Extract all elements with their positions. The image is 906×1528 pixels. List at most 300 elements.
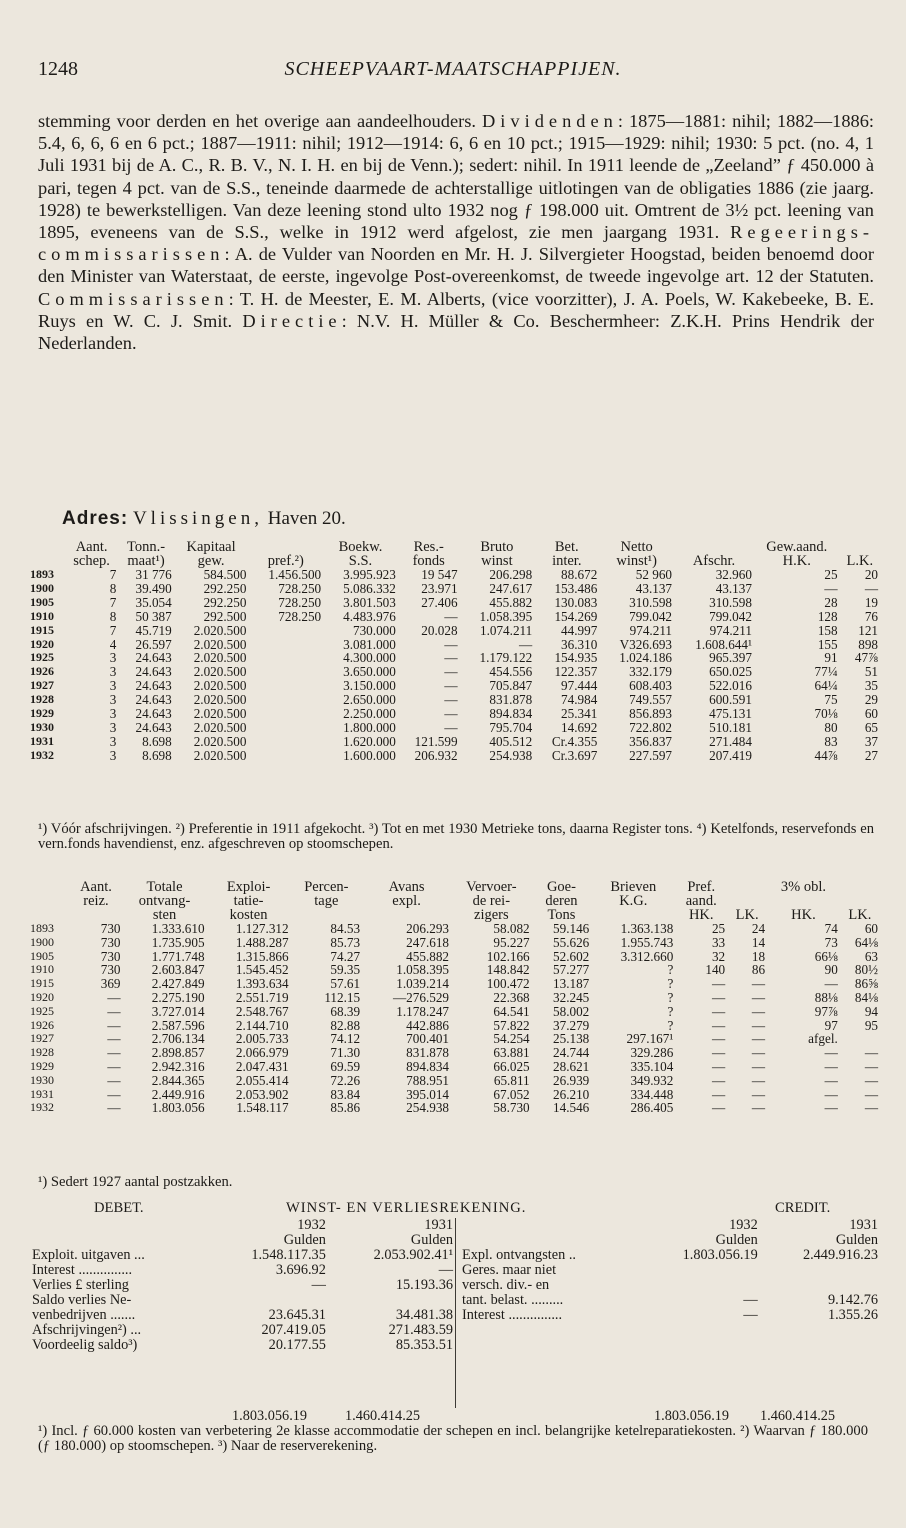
ledger-label: Interest ............... [32,1262,133,1278]
table-cell: 650.025 [709,664,752,680]
amount-1932 [639,1278,759,1293]
table-cell: 74 [824,921,838,936]
amount-1931: 85.353.51 [395,1337,453,1353]
table-cell: Cr.4.355 [551,733,598,749]
table-cell: 3 [109,719,117,735]
table-cell: 2.020.500 [193,664,247,680]
table-cell: 23.971 [421,580,458,596]
table-cell: 65.811 [493,1072,530,1088]
table-cell: V326.693 [619,636,673,652]
row-year: 1910 [30,962,54,977]
table-row [28,679,880,693]
table-cell: 47⅞ [854,650,878,666]
table-cell: 728.250 [278,594,322,610]
table-cell: 32.960 [715,567,752,582]
table-cell: 1.178.247 [396,1003,450,1019]
table-cell: — [824,1058,838,1074]
column-header: sten [152,907,177,923]
column-header: winst [481,553,513,569]
column-header: winst¹) [616,553,657,569]
table-row [28,665,880,679]
table-cell: 2.250.000 [343,706,396,722]
table-cell: Cr.3.697 [551,747,598,763]
table-cell: — [107,1072,121,1088]
table-cell: 64.541 [493,1003,530,1019]
table-cell: 7 [109,594,117,610]
table-cell: 898 [858,636,878,652]
table-cell: 86 [751,962,766,978]
table-cell: 36.310 [561,636,598,652]
table-cell: 335.104 [630,1058,674,1074]
column-header [591,908,675,922]
column-header [28,880,69,894]
table-cell: 35 [864,678,878,694]
table-cell: 310.598 [629,594,673,610]
table-cell: 24.744 [553,1045,590,1061]
table-cell: 1.179.122 [479,650,533,666]
table-cell: 2.275.190 [151,989,205,1005]
table-cell: 94 [864,1003,878,1019]
table-cell: 26.597 [135,636,172,652]
column-header: Avans [388,879,425,895]
table-cell: 1.800.000 [343,719,396,735]
row-year: 1900 [30,934,54,949]
table-cell: 3.650.000 [343,664,396,680]
table-cell: 1.620.000 [343,733,396,749]
table-cell: 97⅞ [814,1003,838,1019]
body-paragraph [38,110,874,354]
table-cell: — [711,989,726,1005]
table-cell: — [711,1100,726,1116]
column-header [291,908,363,922]
total-credit-1932: 1.803.056.19 [654,1408,730,1424]
table-cell: 1.600.000 [343,747,396,763]
table-cell [248,638,323,652]
table-row [28,1074,880,1088]
table-cell: 24.643 [135,678,172,694]
table-cell: — [107,1100,121,1116]
row-year: 1926 [30,1017,54,1032]
regeerings-label: Regeerings-commissarissen [38,222,874,265]
table-cell: 894.834 [406,1058,450,1074]
table-cell: 60 [864,706,878,722]
column-header [28,540,65,554]
table-cell: 600.591 [709,692,752,708]
table-cell [248,707,323,721]
table-cell: 3.081.000 [343,636,396,652]
amount-1931: 2.449.916.23 [802,1247,878,1263]
table-cell: 788.951 [406,1072,450,1088]
column-header: LK. [848,907,872,923]
amount-1932 [208,1293,328,1308]
table-cell: — [824,1072,838,1088]
amount-1931: 34.481.38 [395,1307,453,1323]
column-divider [455,1218,456,1408]
table-cell: 80 [824,719,838,735]
table-cell: 247.618 [406,934,450,950]
table-cell: 72.26 [330,1072,361,1088]
table-cell: 158 [817,622,838,638]
table-cell: 57.61 [330,976,361,992]
row-year: 1927 [30,678,54,693]
amount-1932: 1.548.117.35 [251,1247,326,1263]
table-cell: 50 387 [135,608,172,624]
table-cell: 8.698 [142,733,172,749]
year-1931: 1931 [424,1217,453,1233]
table-cell: 2.603.847 [151,962,205,978]
table-cell: 32.245 [553,989,590,1005]
table-cell: 722.802 [629,719,673,735]
amount-1931: — [438,1262,453,1278]
table-cell: 66⅛ [814,948,838,964]
amount-1932: — [743,1307,758,1323]
row-year: 1931 [30,1086,54,1101]
column-header [248,540,323,554]
table-cell: 965.397 [709,650,752,666]
table-cell: 2.053.902 [235,1086,289,1102]
table-row [28,624,880,638]
table-cell: 271.484 [709,733,752,749]
table-cell [248,624,323,638]
table-cell: 154.269 [554,608,598,624]
table-cell: 728.250 [278,580,322,596]
directie-label: Directie [242,310,342,331]
table-cell: 51 [864,664,878,680]
column-header: expl. [392,893,421,909]
table-cell: 730 [100,934,121,950]
table-cell: 4 [109,636,117,652]
row-year: 1930 [30,719,54,734]
text-run: stemming voor derden en het overige aan aandeelhouders. [38,111,483,131]
fleet-finance-table [28,540,880,763]
table-cell: 831.878 [406,1045,450,1061]
table-cell: 155 [817,636,838,652]
table-row [28,638,880,652]
table-row [28,651,880,665]
table-cell: — [824,580,838,596]
ledger-label: Afschrijvingen²) ... [32,1322,142,1338]
column-header [840,540,880,554]
credit-label: CREDIT. [775,1200,831,1216]
row-year: 1915 [30,622,54,637]
table-cell: 442.886 [406,1017,450,1033]
table-cell: 25.341 [561,706,598,722]
table-cell: 32 [711,948,726,964]
table-cell: 74.27 [330,948,361,964]
table-row [28,936,880,950]
table-cell: 31 776 [135,567,172,582]
table-cell: 207.419 [709,747,752,763]
address-line [62,508,346,530]
column-header: 3% obl. [780,879,826,895]
commissarissen-label: Commissarissen [38,288,229,309]
column-header [727,894,767,908]
table-cell: 206.293 [406,921,450,936]
table-cell: — [751,1003,766,1019]
table-row [28,977,880,991]
table-cell: 102.166 [486,948,530,964]
table-cell: — [444,650,458,666]
credit-table [460,1218,880,1323]
table-cell: 20.028 [421,622,458,638]
table-cell: ? [667,989,674,1005]
table-cell: 227.597 [629,747,673,763]
table-cell: 206.298 [489,567,533,582]
column-header: inter. [552,553,582,569]
column-header: deren [545,893,578,909]
table-cell: 35.054 [135,594,172,610]
table-cell: 37.279 [553,1017,590,1033]
table-cell: 3 [109,706,117,722]
table-cell: 2.020.500 [193,692,247,708]
table-cell: — [824,1086,838,1102]
table-cell: 369 [100,976,121,992]
table-cell: 247.617 [489,580,533,596]
table-row [28,922,880,936]
table-cell: 148.842 [486,962,530,978]
row-year: 1927 [30,1031,54,1046]
table-cell: 1.548.117 [236,1100,289,1116]
table-cell: 2.020.500 [193,747,247,763]
table-cell: — [711,1003,726,1019]
table-cell: 45.719 [135,622,172,638]
table-cell: 2.020.500 [193,650,247,666]
table-cell: 65 [864,719,878,735]
table-cell: 66.025 [493,1058,530,1074]
row-year: 1930 [30,1072,54,1087]
table-cell: 2.427.849 [151,976,205,992]
ledger-label: Interest ............... [462,1307,563,1323]
table-cell: — [711,1017,726,1033]
row-year: 1929 [30,1058,54,1073]
debet-table [30,1218,455,1353]
row-year: 1893 [30,921,54,935]
table-cell: 1.127.312 [235,921,289,936]
column-header: Boekw. [338,539,383,555]
column-header: Aant. [80,879,112,895]
table-cell: 130.083 [554,594,598,610]
year-1931: 1931 [849,1217,878,1233]
table-cell: 84⅛ [854,989,878,1005]
table-cell: 356.837 [629,733,673,749]
amount-1932: 207.419.05 [261,1322,326,1338]
table-cell: 2.587.596 [151,1017,205,1033]
ledger-label: tant. belast. ......... [462,1292,564,1308]
operations-table [28,880,880,1115]
table-cell [248,749,323,763]
column-header: ontvang- [138,893,191,909]
column-header [69,908,122,922]
table-cell: 14.692 [561,719,598,735]
table-cell [248,721,323,735]
text-run: : N.V. H. Müller & Co. Beschermheer: Z.K.H. Prins Hendrik der Nederlanden. [38,310,874,354]
amount-1931: 15.193.36 [395,1277,453,1293]
table-cell: 2.844.365 [151,1072,205,1088]
table-cell: 26.939 [553,1072,590,1088]
table-cell: 2.020.500 [193,636,247,652]
table-cell: 2.650.000 [343,692,396,708]
table-cell: 25 [824,567,838,582]
unit-label: Gulden [715,1232,758,1248]
table-row [28,991,880,1005]
table-cell: 95 [864,1017,878,1033]
table-cell: 749.557 [629,692,673,708]
table-cell: — [751,1031,766,1047]
column-header: pref.²) [267,553,304,569]
table-cell: 8.698 [142,747,172,763]
table-cell: 100.472 [486,976,530,992]
table-row [28,596,880,610]
table-cell: 4.300.000 [343,650,396,666]
table-cell: 455.882 [406,948,450,964]
ledger-label: Expl. ontvangsten .. [462,1247,576,1263]
table-cell: 88.672 [561,567,598,582]
table-cell: 332.179 [629,664,673,680]
table-cell: 52 960 [635,567,673,582]
row-year: 1929 [30,706,54,721]
table-cell: 18 [751,948,766,964]
table-cell: — [444,719,458,735]
table-cell: 14 [751,934,766,950]
table-cell: 140 [705,962,726,978]
table-cell: 19 [864,594,878,610]
table-cell: 856.893 [629,706,673,722]
table-cell: — [824,1100,838,1116]
table-cell: 2.020.500 [193,733,247,749]
ledger-label: Voordeelig saldo³) [32,1337,138,1353]
table-cell: — [751,1100,766,1116]
table-cell: 37 [864,733,878,749]
table-cell: — [519,636,533,652]
table-cell: 1.393.634 [235,976,289,992]
ledger-row [460,1248,880,1263]
table-cell: 3.727.014 [151,1003,205,1019]
table-cell: 405.512 [489,733,533,749]
table-cell [248,693,323,707]
table-cell: 3.150.000 [343,678,396,694]
table-cell: 2.005.733 [235,1031,289,1047]
table-cell: 97 [824,1017,838,1033]
ledger-row [30,1308,455,1323]
table-cell: 2.898.857 [151,1045,205,1061]
table-row [28,707,880,721]
table-cell [248,679,323,693]
table-cell: 2.144.710 [235,1017,289,1033]
table-cell: 608.403 [629,678,673,694]
amount-1932: 3.696.92 [275,1262,326,1278]
table-cell: — [711,1072,726,1088]
table-cell: 475.131 [709,706,752,722]
winst-verlies-rekening [30,1218,880,1398]
table-cell: 58.730 [493,1100,530,1116]
ledger-label: Exploit. uitgaven ... [32,1247,145,1263]
table-cell: 55.626 [553,934,590,950]
column-header: K.G. [619,893,648,909]
table-cell: 8 [109,608,117,624]
table-cell: — [711,1045,726,1061]
amount-1932: 20.177.55 [268,1337,326,1353]
row-year: 1905 [30,594,54,609]
column-header [362,908,451,922]
table-cell: 19 547 [421,567,458,582]
table-cell: 730.000 [352,622,396,638]
table-cell: — [751,989,766,1005]
table-cell [840,1032,880,1046]
table-cell: 4.483.976 [343,608,396,624]
footnote-operations-table: ¹) Sedert 1927 aantal postzakken. [38,1174,233,1190]
table-cell: 86⅝ [854,976,878,992]
table-cell: 43.137 [635,580,673,596]
amount-1931: 1.355.26 [827,1307,878,1323]
table-cell: 7 [109,622,117,638]
table-cell: 1.608.644¹ [695,636,752,652]
table-cell: 730 [100,948,121,964]
page-number: 1248 [38,58,78,80]
table-cell: — [864,580,878,596]
column-header [727,880,767,894]
table-cell: — [107,1058,121,1074]
table-cell: 2.020.500 [193,622,247,638]
table-cell: 1.735.905 [151,934,205,950]
table-cell: 39.490 [135,580,172,596]
table-cell: 57.822 [493,1017,530,1033]
row-year: 1932 [30,1100,54,1115]
table-cell: — [864,1072,878,1088]
column-header: reiz. [83,893,109,909]
row-year: 1893 [30,567,54,581]
address-street: Haven 20. [262,508,346,529]
table-cell: 522.016 [709,678,752,694]
amount-1931 [760,1263,880,1278]
table-cell: 75 [824,692,838,708]
table-cell: 510.181 [709,719,752,735]
table-cell: 64⅛ [854,934,878,950]
column-header: fonds [412,553,445,569]
column-header [28,894,69,908]
column-header: Aant. [75,539,108,555]
table-cell: 799.042 [629,608,673,624]
table-cell: 5.086.332 [343,580,396,596]
debet-label: DEBET. [94,1200,144,1216]
table-cell: 1.074.211 [479,622,533,638]
table-cell: 90 [824,962,838,978]
table-cell: 24 [751,921,766,936]
table-cell: 67.052 [493,1086,530,1102]
table-cell: — [444,692,458,708]
column-header: Goe- [546,879,576,895]
winst-header [0,1200,906,1220]
table-cell: — [751,1086,766,1102]
table-cell: — [107,1003,121,1019]
credit-column [460,1218,880,1323]
address-label: Adres: [62,508,129,529]
table-cell: — [711,1058,726,1074]
table-cell: 349.932 [630,1072,674,1088]
table-cell: 63 [864,948,878,964]
table-row [28,1019,880,1033]
table-cell: 122.357 [554,664,598,680]
table-cell: 14.546 [553,1100,590,1116]
ledger-row [460,1308,880,1323]
unit-label: Gulden [410,1232,453,1248]
table-cell: 28.621 [553,1058,590,1074]
table-cell: 71.30 [330,1045,361,1061]
table-cell: 95.227 [493,934,530,950]
table-cell [248,735,323,749]
ledger-label: Verlies £ sterling [32,1277,129,1293]
address-city: Vlissingen, [132,508,263,529]
column-header: aand. [685,893,717,909]
